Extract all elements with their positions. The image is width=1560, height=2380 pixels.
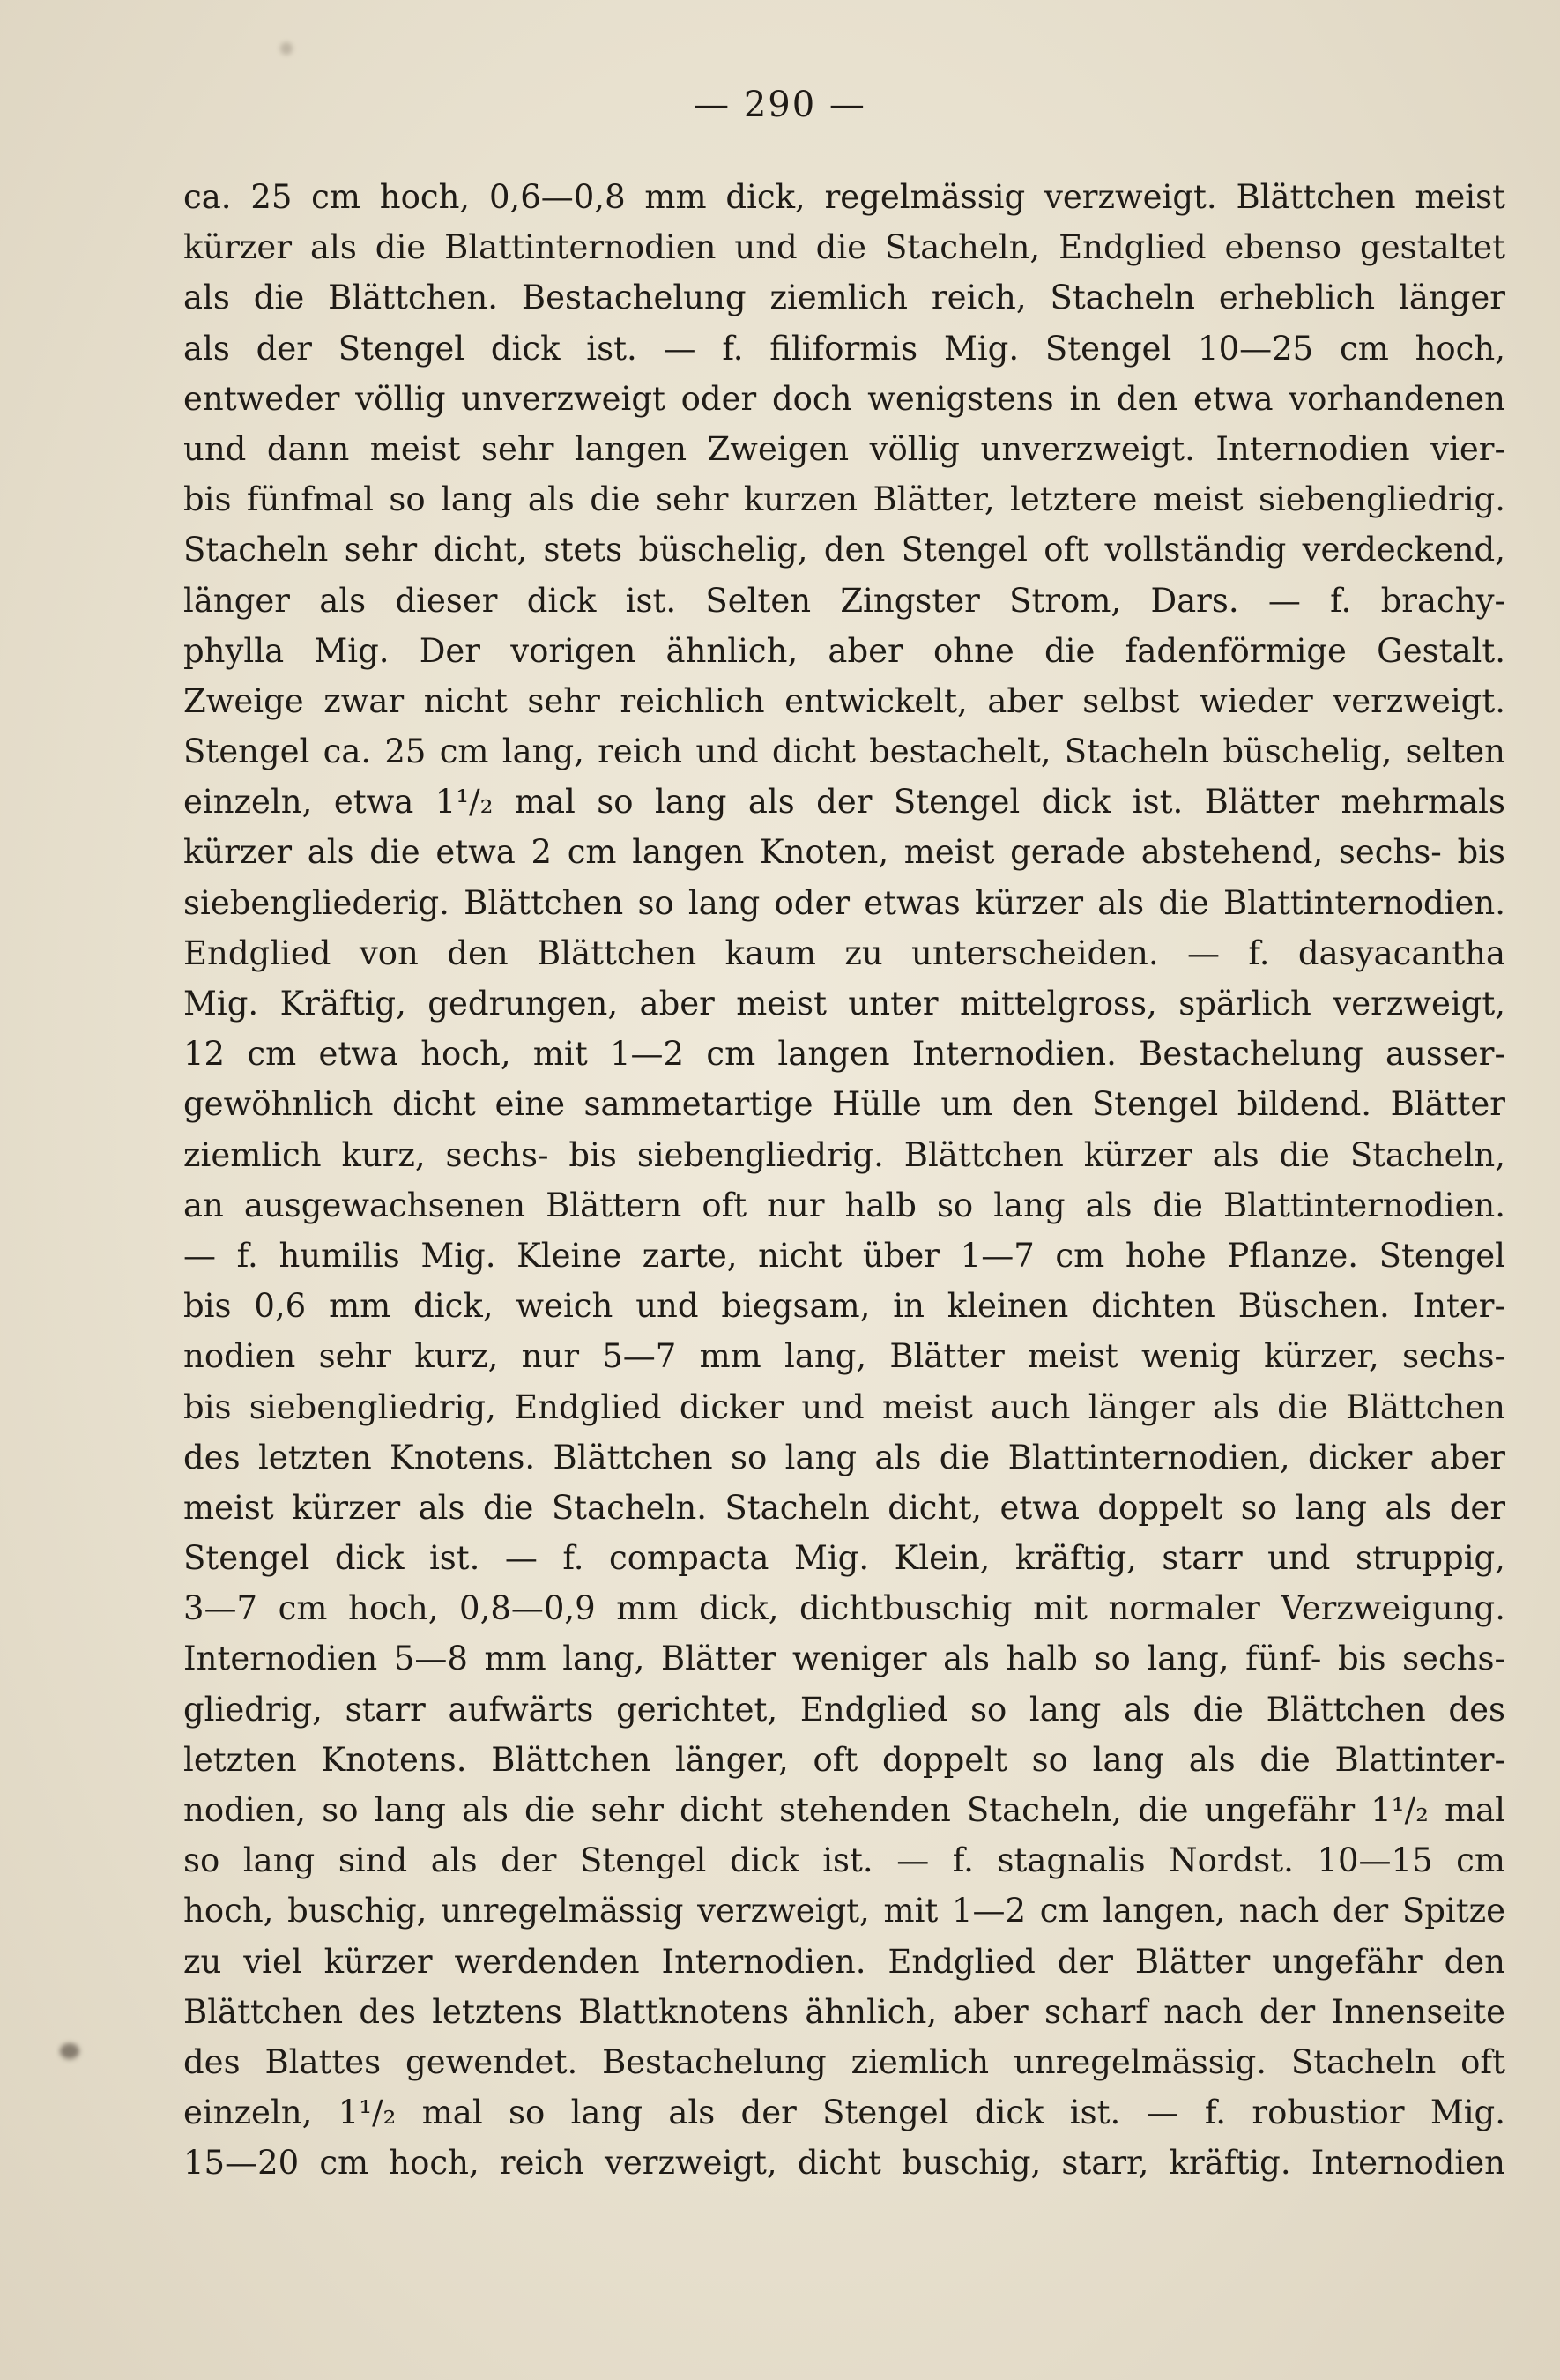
text-line: gewöhnlich dicht eine sammetartige Hülle um den Stengel bildend. Blätter (183, 1085, 1505, 1124)
text-line: 12 cm etwa hoch, mit 1—2 cm langen Internodien. Bestachelung ausser- (183, 1035, 1505, 1074)
text-line: Endglied von den Blättchen kaum zu unterscheiden. — f. dasyacantha (183, 933, 1505, 972)
text-line: kürzer als die Blattinternodien und die Stacheln, Endglied ebenso gestaltet (183, 228, 1505, 267)
text-line: letzten Knotens. Blättchen länger, oft doppelt so lang als die Blattinter- (183, 1740, 1505, 1779)
text-line: zu viel kürzer werdenden Internodien. Endglied der Blätter ungefähr den (183, 1942, 1505, 1981)
text-line: entweder völlig unverzweigt oder doch wenigstens in den etwa vorhandenen (183, 379, 1505, 418)
text-line: an ausgewachsenen Blättern oft nur halb so lang als die Blattinternodien. (183, 1186, 1505, 1224)
text-line: 15—20 cm hoch, reich verzweigt, dicht buschig, starr, kräftig. Internodien (183, 2144, 1505, 2183)
text-line: und dann meist sehr langen Zweigen völlig unverzweigt. Internodien vier- (183, 429, 1505, 468)
text-line: nodien, so lang als die sehr dicht stehenden Stacheln, die ungefähr 1¹/₂ mal (183, 1791, 1505, 1829)
text-line: gliedrig, starr aufwärts gerichtet, Endglied so lang als die Blättchen des (183, 1690, 1505, 1729)
text-line: kürzer als die etwa 2 cm langen Knoten, meist gerade abstehend, sechs- bis (183, 833, 1505, 872)
text-line: Blättchen des letztens Blattknotens ähnlich, aber scharf nach der Innenseite (183, 1992, 1505, 2031)
text-line: so lang sind als der Stengel dick ist. — f. stagnalis Nordst. 10—15 cm (183, 1841, 1505, 1880)
text-line: Stengel ca. 25 cm lang, reich und dicht bestachelt, Stacheln büschelig, selten (183, 733, 1505, 771)
ink-spot (60, 2043, 79, 2059)
text-line: siebengliederig. Blättchen so lang oder etwas kürzer als die Blattinternodien. (183, 883, 1505, 922)
text-line: ziemlich kurz, sechs- bis siebengliedrig. Blättchen kürzer als die Stacheln, (183, 1135, 1505, 1174)
text-line: einzeln, 1¹/₂ mal so lang als der Stengel dick ist. — f. robustior Mig. (183, 2094, 1505, 2132)
text-line: als der Stengel dick ist. — f. filiformis Mig. Stengel 10—25 cm hoch, (183, 329, 1505, 368)
text-line: einzeln, etwa 1¹/₂ mal so lang als der Stengel dick ist. Blätter mehrmals (183, 783, 1505, 822)
text-line: bis siebengliedrig, Endglied dicker und meist auch länger als die Blättchen (183, 1387, 1505, 1426)
text-line: des Blattes gewendet. Bestachelung ziemlich unregelmässig. Stacheln oft (183, 2042, 1505, 2081)
text-line: ca. 25 cm hoch, 0,6—0,8 mm dick, regelmässig verzweigt. Blättchen meist (183, 178, 1505, 216)
text-line: länger als dieser dick ist. Selten Zingster Strom, Dars. — f. brachy- (183, 581, 1505, 620)
text-line: als die Blättchen. Bestachelung ziemlich reich, Stacheln erheblich länger (183, 279, 1505, 317)
text-line: meist kürzer als die Stacheln. Stacheln dicht, etwa doppelt so lang als der (183, 1488, 1505, 1527)
text-line: bis 0,6 mm dick, weich und biegsam, in kleinen dichten Büschen. Inter- (183, 1287, 1505, 1326)
text-line: Mig. Kräftig, gedrungen, aber meist unter mittelgross, spärlich verzweigt, (183, 985, 1505, 1023)
text-line: des letzten Knotens. Blättchen so lang als die Blattinternodien, dicker aber (183, 1438, 1505, 1476)
text-line: bis fünfmal so lang als die sehr kurzen Blätter, letztere meist siebengliedrig. (183, 480, 1505, 519)
text-line: 3—7 cm hoch, 0,8—0,9 mm dick, dichtbuschig mit normaler Verzweigung. (183, 1589, 1505, 1628)
text-line: nodien sehr kurz, nur 5—7 mm lang, Blätter meist wenig kürzer, sechs- (183, 1337, 1505, 1376)
body-text (183, 172, 1505, 2189)
text-line: Stacheln sehr dicht, stets büschelig, den Stengel oft vollständig verdeckend, (183, 531, 1505, 569)
text-line: Stengel dick ist. — f. compacta Mig. Klein, kräftig, starr und struppig, (183, 1539, 1505, 1578)
text-line: hoch, buschig, unregelmässig verzweigt, mit 1—2 cm langen, nach der Spitze (183, 1892, 1505, 1930)
page-number: — 290 — (694, 85, 866, 125)
text-line: phylla Mig. Der vorigen ähnlich, aber ohne die fadenförmige Gestalt. (183, 631, 1505, 670)
paper-stain (280, 42, 293, 55)
text-line: — f. humilis Mig. Kleine zarte, nicht über 1—7 cm hohe Pflanze. Stengel (183, 1236, 1505, 1275)
text-line: Internodien 5—8 mm lang, Blätter weniger als halb so lang, fünf- bis sechs- (183, 1640, 1505, 1678)
text-line: Zweige zwar nicht sehr reichlich entwickelt, aber selbst wieder verzweigt. (183, 681, 1505, 720)
